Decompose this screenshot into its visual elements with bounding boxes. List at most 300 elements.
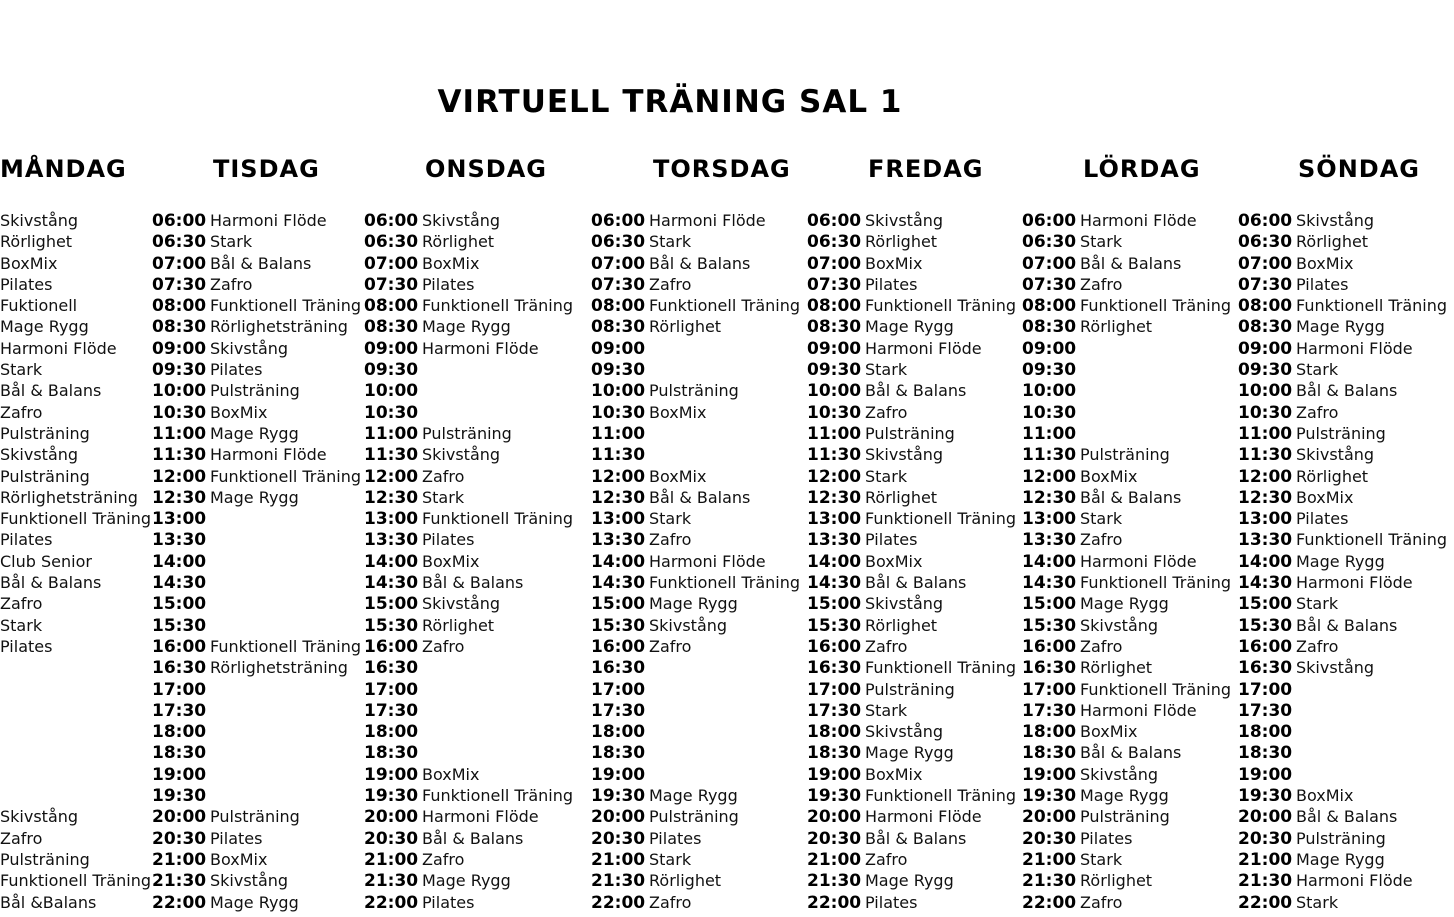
- schedule-row: [152, 679, 368, 700]
- activity-name: Pulsträning: [0, 849, 90, 869]
- activity-name: Zafro: [422, 636, 465, 656]
- activity-name: Bål & Balans: [422, 573, 524, 593]
- schedule-row: [152, 380, 368, 401]
- time-slot: 07:00: [364, 253, 419, 274]
- activity-name: Skivstång: [0, 807, 79, 827]
- schedule-row: [0, 316, 152, 337]
- time-slot: 08:30: [807, 317, 862, 338]
- time-slot: 19:00: [364, 764, 419, 785]
- time-slot: 07:30: [1238, 274, 1293, 295]
- schedule-row: [364, 593, 580, 614]
- schedule-row: [591, 466, 807, 487]
- schedule-row: [1022, 721, 1238, 742]
- schedule-row: [1238, 338, 1454, 359]
- activity-name: Funktionell Träning: [865, 509, 1017, 529]
- activity-name: Bål & Balans: [0, 573, 102, 593]
- schedule-row: [152, 892, 368, 913]
- time-slot: 16:30: [364, 658, 419, 679]
- day-header-wednesday: ONSDAG: [425, 155, 547, 183]
- activity-name: BoxMix: [649, 466, 707, 486]
- activity-name: Harmoni Flöde: [422, 807, 539, 827]
- activity-name: Funktionell Träning: [649, 573, 801, 593]
- schedule-row: [152, 551, 368, 572]
- time-slot: 13:00: [1022, 509, 1077, 530]
- time-slot: 10:30: [591, 402, 646, 423]
- activity-name: Rörlighet: [1296, 466, 1369, 486]
- schedule-row: [152, 529, 368, 550]
- schedule-row: [152, 636, 368, 657]
- time-slot: 20:00: [1022, 807, 1077, 828]
- schedule-row: [1022, 806, 1238, 827]
- activity-name: Funktionell Träning: [865, 786, 1017, 806]
- activity-name: Pulsträning: [210, 381, 300, 401]
- schedule-row: [591, 593, 807, 614]
- schedule-row: [152, 423, 368, 444]
- schedule-row: [364, 828, 580, 849]
- activity-name: Stark: [865, 700, 908, 720]
- activity-name: Mage Rygg: [865, 871, 954, 891]
- activity-name: Stark: [865, 360, 908, 380]
- activity-name: Harmoni Flöde: [1080, 700, 1197, 720]
- activity-name: Pilates: [865, 274, 918, 294]
- schedule-row: [364, 274, 580, 295]
- schedule-row: [807, 593, 1023, 614]
- schedule-row: [1238, 849, 1454, 870]
- schedule-row: [807, 466, 1023, 487]
- activity-name: Pulsträning: [865, 679, 955, 699]
- activity-name: Pilates: [0, 636, 53, 656]
- activity-name: Pilates: [1296, 509, 1349, 529]
- time-slot: 07:30: [807, 274, 862, 295]
- time-slot: 09:00: [1022, 338, 1077, 359]
- schedule-row: [152, 785, 368, 806]
- activity-name: Stark: [1080, 232, 1123, 252]
- time-slot: 21:00: [807, 849, 862, 870]
- activity-name: Stark: [1080, 509, 1123, 529]
- time-slot: 12:30: [807, 487, 862, 508]
- time-slot: 19:30: [364, 786, 419, 807]
- activity-name: Pulsträning: [649, 381, 739, 401]
- time-slot: 09:30: [152, 360, 207, 381]
- activity-name: Zafro: [1296, 636, 1339, 656]
- schedule-row: [1022, 402, 1238, 423]
- schedule-row: [1238, 593, 1454, 614]
- schedule-row: [807, 870, 1023, 891]
- activity-name: Skivstång: [210, 871, 289, 891]
- activity-name: Harmoni Flöde: [865, 338, 982, 358]
- time-slot: 12:00: [591, 466, 646, 487]
- time-slot: 22:00: [591, 892, 646, 913]
- schedule-row: [1238, 721, 1454, 742]
- schedule-row: [1238, 572, 1454, 593]
- activity-name: Rörlighet: [1296, 232, 1369, 252]
- time-slot: 16:30: [152, 658, 207, 679]
- schedule-row: [0, 721, 152, 742]
- schedule-row: [152, 466, 368, 487]
- activity-name: Funktionell Träning: [210, 466, 362, 486]
- schedule-row: [1022, 828, 1238, 849]
- schedule-row: [807, 785, 1023, 806]
- schedule-row: [1238, 423, 1454, 444]
- schedule-row: [1238, 444, 1454, 465]
- schedule-row: [1022, 231, 1238, 252]
- time-slot: 17:30: [1238, 700, 1293, 721]
- time-slot: 06:00: [1238, 211, 1293, 231]
- time-slot: 07:00: [807, 253, 862, 274]
- schedule-row: [1238, 679, 1454, 700]
- schedule-row: [807, 679, 1023, 700]
- schedule-row: [0, 636, 152, 657]
- schedule-row: [591, 316, 807, 337]
- time-slot: 12:30: [152, 487, 207, 508]
- activity-name: Mage Rygg: [422, 871, 511, 891]
- activity-name: Harmoni Flöde: [649, 551, 766, 571]
- activity-name: BoxMix: [1296, 786, 1354, 806]
- day-header-saturday: LÖRDAG: [1083, 155, 1201, 183]
- time-slot: 08:30: [364, 317, 419, 338]
- activity-name: Pulsträning: [0, 423, 90, 443]
- time-slot: 17:00: [152, 679, 207, 700]
- time-slot: 14:00: [1238, 551, 1293, 572]
- schedule-row: [591, 721, 807, 742]
- schedule-row: [807, 892, 1023, 913]
- time-slot: 12:30: [591, 487, 646, 508]
- schedule-row: [364, 721, 580, 742]
- schedule-row: [1022, 679, 1238, 700]
- time-slot: 08:30: [591, 317, 646, 338]
- schedule-row: [1238, 551, 1454, 572]
- activity-name: Rörlighet: [649, 317, 722, 337]
- schedule-row: [152, 444, 368, 465]
- activity-name: Funktionell Träning: [1080, 679, 1232, 699]
- schedule-row: [0, 828, 152, 849]
- time-slot: 08:30: [1022, 317, 1077, 338]
- time-slot: 11:00: [364, 423, 419, 444]
- time-slot: 20:00: [1238, 807, 1293, 828]
- time-slot: 20:30: [364, 828, 419, 849]
- schedule-row: [152, 487, 368, 508]
- time-slot: 07:30: [1022, 274, 1077, 295]
- schedule-row: [364, 529, 580, 550]
- schedule-row: [1022, 444, 1238, 465]
- time-slot: 10:00: [1238, 381, 1293, 402]
- activity-name: Pilates: [0, 530, 53, 550]
- activity-name: BoxMix: [422, 253, 480, 273]
- schedule-column-monday: [0, 210, 152, 913]
- activity-name: Mage Rygg: [422, 317, 511, 337]
- activity-name: Rörlighetsträning: [0, 487, 138, 507]
- activity-name: Funktionell Träning: [1080, 296, 1232, 316]
- activity-name: Rörlighet: [1080, 317, 1153, 337]
- activity-name: Pilates: [422, 530, 475, 550]
- schedule-row: [364, 892, 580, 913]
- activity-name: Skivstång: [1296, 211, 1375, 230]
- activity-name: Zafro: [865, 849, 908, 869]
- time-slot: 21:00: [364, 849, 419, 870]
- schedule-row: [591, 679, 807, 700]
- time-slot: 18:00: [807, 722, 862, 743]
- time-slot: 06:00: [152, 211, 207, 231]
- activity-name: Mage Rygg: [210, 892, 299, 912]
- schedule-row: [807, 742, 1023, 763]
- time-slot: 22:00: [1238, 892, 1293, 913]
- schedule-row: [1022, 508, 1238, 529]
- time-slot: 21:30: [591, 871, 646, 892]
- activity-name: Funktionell Träning: [0, 871, 152, 891]
- activity-name: Stark: [649, 849, 692, 869]
- time-slot: 14:30: [152, 573, 207, 594]
- time-slot: 21:30: [364, 871, 419, 892]
- schedule-row: [1022, 295, 1238, 316]
- schedule-row: [0, 529, 152, 550]
- schedule-row: [0, 806, 152, 827]
- activity-name: Rörlighetsträning: [210, 317, 348, 337]
- schedule-row: [364, 253, 580, 274]
- schedule-row: [1022, 572, 1238, 593]
- time-slot: 07:00: [591, 253, 646, 274]
- schedule-row: [0, 700, 152, 721]
- schedule-row: [1022, 423, 1238, 444]
- time-slot: 07:00: [1022, 253, 1077, 274]
- activity-name: Pulsträning: [210, 807, 300, 827]
- activity-name: Pilates: [210, 360, 263, 380]
- time-slot: 20:30: [1022, 828, 1077, 849]
- time-slot: 20:00: [807, 807, 862, 828]
- schedule-row: [0, 870, 152, 891]
- schedule-row: [0, 380, 152, 401]
- activity-name: Skivstång: [865, 722, 944, 742]
- schedule-row: [807, 423, 1023, 444]
- schedule-row: [0, 679, 152, 700]
- time-slot: 10:00: [1022, 381, 1077, 402]
- activity-name: Stark: [865, 466, 908, 486]
- time-slot: 06:00: [591, 211, 646, 231]
- activity-name: BoxMix: [210, 402, 268, 422]
- activity-name: Mage Rygg: [210, 487, 299, 507]
- schedule-row: [591, 508, 807, 529]
- time-slot: 11:00: [807, 423, 862, 444]
- schedule-row: [1238, 210, 1454, 231]
- time-slot: 19:30: [591, 786, 646, 807]
- time-slot: 09:30: [1022, 360, 1077, 381]
- schedule-row: [0, 231, 152, 252]
- activity-name: Stark: [1296, 360, 1339, 380]
- activity-name: Funktionell Träning: [865, 296, 1017, 316]
- schedule-row: [1022, 636, 1238, 657]
- time-slot: 16:00: [591, 636, 646, 657]
- schedule-row: [1022, 253, 1238, 274]
- schedule-row: [1238, 253, 1454, 274]
- schedule-row: [0, 764, 152, 785]
- schedule-row: [591, 231, 807, 252]
- schedule-row: [807, 508, 1023, 529]
- time-slot: 12:00: [364, 466, 419, 487]
- activity-name: Zafro: [1080, 892, 1123, 912]
- time-slot: 19:30: [1238, 786, 1293, 807]
- activity-name: Bål & Balans: [1080, 253, 1182, 273]
- activity-name: Rörlighetsträning: [210, 658, 348, 678]
- activity-name: Pulsträning: [1080, 445, 1170, 465]
- activity-name: Rörlighet: [0, 232, 73, 252]
- activity-name: Mage Rygg: [865, 317, 954, 337]
- activity-name: Pilates: [865, 530, 918, 550]
- time-slot: 21:00: [152, 849, 207, 870]
- activity-name: Zafro: [1296, 402, 1339, 422]
- schedule-row: [0, 466, 152, 487]
- activity-name: Bål & Balans: [210, 253, 312, 273]
- schedule-row: [364, 679, 580, 700]
- time-slot: 18:30: [1238, 743, 1293, 764]
- schedule-row: [591, 572, 807, 593]
- time-slot: 13:00: [364, 509, 419, 530]
- time-slot: 15:30: [364, 615, 419, 636]
- schedule-row: [591, 657, 807, 678]
- time-slot: 08:30: [1238, 317, 1293, 338]
- schedule-row: [1238, 806, 1454, 827]
- time-slot: 06:30: [152, 232, 207, 253]
- schedule-row: [591, 295, 807, 316]
- activity-name: Stark: [649, 232, 692, 252]
- schedule-row: [364, 231, 580, 252]
- schedule-row: [807, 529, 1023, 550]
- schedule-row: [807, 210, 1023, 231]
- schedule-row: [591, 636, 807, 657]
- activity-name: Rörlighet: [865, 232, 938, 252]
- time-slot: 11:00: [591, 423, 646, 444]
- schedule-row: [152, 359, 368, 380]
- time-slot: 08:00: [152, 296, 207, 317]
- activity-name: Harmoni Flöde: [649, 211, 766, 230]
- activity-name: Bål & Balans: [865, 828, 967, 848]
- time-slot: 21:00: [1022, 849, 1077, 870]
- time-slot: 16:00: [1238, 636, 1293, 657]
- activity-name: Bål &Balans: [0, 892, 97, 912]
- schedule-row: [364, 295, 580, 316]
- activity-name: Zafro: [210, 274, 253, 294]
- schedule-row: [0, 892, 152, 913]
- time-slot: 14:30: [1022, 573, 1077, 594]
- time-slot: 17:00: [364, 679, 419, 700]
- time-slot: 16:30: [1238, 658, 1293, 679]
- schedule-row: [807, 487, 1023, 508]
- activity-name: Stark: [422, 487, 465, 507]
- activity-name: Stark: [1080, 849, 1123, 869]
- activity-name: Bål & Balans: [1080, 487, 1182, 507]
- time-slot: 07:00: [152, 253, 207, 274]
- activity-name: Mage Rygg: [1296, 551, 1385, 571]
- schedule-row: [364, 572, 580, 593]
- activity-name: Zafro: [0, 402, 43, 422]
- schedule-row: [591, 274, 807, 295]
- time-slot: 11:00: [1022, 423, 1077, 444]
- time-slot: 22:00: [1022, 892, 1077, 913]
- schedule-row: [0, 572, 152, 593]
- activity-name: Funktionell Träning: [865, 658, 1017, 678]
- activity-name: Harmoni Flöde: [1080, 551, 1197, 571]
- time-slot: 06:30: [1238, 232, 1293, 253]
- time-slot: 22:00: [364, 892, 419, 913]
- time-slot: 20:30: [807, 828, 862, 849]
- time-slot: 11:30: [591, 445, 646, 466]
- time-slot: 18:00: [1238, 722, 1293, 743]
- schedule-row: [1238, 359, 1454, 380]
- schedule-row: [152, 849, 368, 870]
- activity-name: Funktionell Träning: [210, 296, 362, 316]
- schedule-row: [1238, 700, 1454, 721]
- schedule-row: [0, 295, 152, 316]
- activity-name: Zafro: [1080, 636, 1123, 656]
- schedule-row: [152, 508, 368, 529]
- time-slot: 20:00: [364, 807, 419, 828]
- activity-name: BoxMix: [422, 764, 480, 784]
- schedule-row: [1022, 892, 1238, 913]
- schedule-column-tuesday: [152, 210, 368, 913]
- activity-name: Pulsträning: [422, 423, 512, 443]
- activity-name: Mage Rygg: [210, 423, 299, 443]
- activity-name: Funktionell Träning: [1296, 296, 1448, 316]
- activity-name: Rörlighet: [1080, 871, 1153, 891]
- time-slot: 12:00: [1022, 466, 1077, 487]
- schedule-row: [591, 849, 807, 870]
- schedule-row: [0, 657, 152, 678]
- schedule-row: [0, 210, 152, 231]
- time-slot: 15:30: [152, 615, 207, 636]
- activity-name: Mage Rygg: [1080, 594, 1169, 614]
- activity-name: Funktionell Träning: [210, 636, 362, 656]
- time-slot: 06:30: [807, 232, 862, 253]
- time-slot: 21:30: [1022, 871, 1077, 892]
- schedule-row: [591, 892, 807, 913]
- time-slot: 14:30: [591, 573, 646, 594]
- schedule-row: [807, 721, 1023, 742]
- schedule-row: [364, 849, 580, 870]
- activity-name: Mage Rygg: [865, 743, 954, 763]
- activity-name: Skivstång: [422, 594, 501, 614]
- schedule-row: [1022, 210, 1238, 231]
- schedule-row: [152, 700, 368, 721]
- time-slot: 20:30: [591, 828, 646, 849]
- schedule-row: [807, 700, 1023, 721]
- activity-name: Funktionell Träning: [0, 509, 152, 529]
- schedule-row: [807, 806, 1023, 827]
- schedule-row: [591, 551, 807, 572]
- schedule-row: [1238, 231, 1454, 252]
- activity-name: Zafro: [1080, 530, 1123, 550]
- schedule-row: [591, 359, 807, 380]
- activity-name: Harmoni Flöde: [210, 445, 327, 465]
- activity-name: Bål & Balans: [865, 381, 967, 401]
- time-slot: 08:00: [807, 296, 862, 317]
- activity-name: Skivstång: [0, 445, 79, 465]
- schedule-row: [1238, 274, 1454, 295]
- schedule-row: [152, 572, 368, 593]
- activity-name: Skivstång: [865, 211, 944, 230]
- schedule-row: [1238, 529, 1454, 550]
- time-slot: 14:00: [591, 551, 646, 572]
- schedule-row: [1022, 849, 1238, 870]
- schedule-row: [364, 444, 580, 465]
- time-slot: 10:00: [152, 381, 207, 402]
- schedule-row: [364, 402, 580, 423]
- time-slot: 19:00: [591, 764, 646, 785]
- schedule-row: [591, 380, 807, 401]
- time-slot: 10:00: [807, 381, 862, 402]
- activity-name: Harmoni Flöde: [210, 211, 327, 230]
- time-slot: 16:30: [1022, 658, 1077, 679]
- schedule-row: [1022, 529, 1238, 550]
- schedule-row: [1238, 742, 1454, 763]
- time-slot: 15:00: [1022, 594, 1077, 615]
